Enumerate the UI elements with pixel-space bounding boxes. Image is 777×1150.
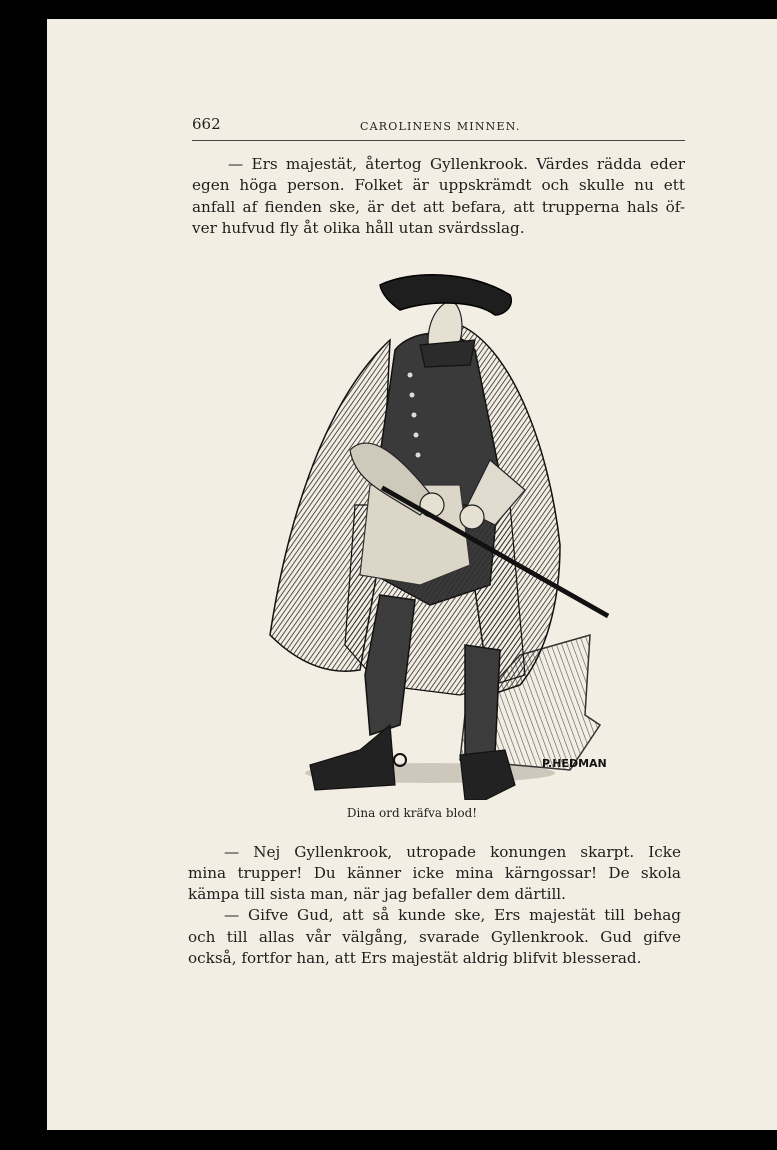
- text-line: anfall af fienden ske, är det att befara, att trupperna hals öf-: [192, 198, 685, 216]
- illustration-caption: Dina ord kräfva blod!: [346, 806, 478, 820]
- text-line: också, fortfor han, att Ers majestät aldrig blifvit blesserad.: [188, 949, 642, 967]
- text-line: ver hufvud fly åt olika håll utan svärdsslag.: [192, 219, 525, 237]
- text-line: — Gifve Gud, att så kunde ske, Ers majestät till behag: [224, 906, 681, 924]
- text-line: mina trupper! Du känner icke mina kärngossar! De skola: [188, 864, 681, 882]
- text-line: kämpa till sista man, när jag befaller dem därtill.: [188, 885, 566, 903]
- text-line: egen höga person. Folket är uppskrämdt och skulle nu ett: [192, 176, 685, 194]
- text-line: och till allas vår välgång, svarade Gyllenkrook. Gud gifve: [188, 928, 681, 946]
- book-page: [47, 19, 777, 1130]
- page-number: 662: [192, 115, 221, 133]
- header-rule: [192, 140, 685, 141]
- running-title: CAROLINENS MINNEN.: [360, 120, 521, 133]
- soldier-illustration: [260, 255, 616, 800]
- text-line: — Nej Gyllenkrook, utropade konungen skarpt. Icke: [224, 843, 681, 861]
- text-line: — Ers majestät, återtog Gyllenkrook. Värdes rädda eder: [228, 155, 685, 173]
- illustration-signature: P.HEDMAN: [542, 757, 607, 770]
